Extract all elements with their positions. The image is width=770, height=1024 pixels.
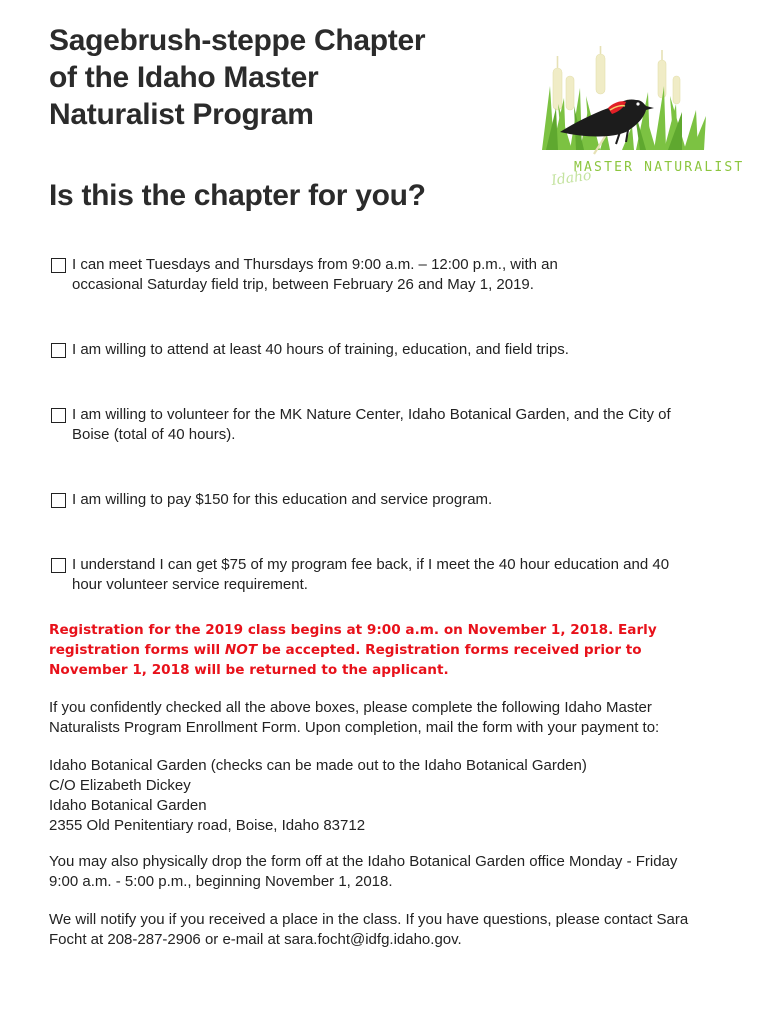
checklist-item-label: [72, 490, 711, 510]
paragraph-line: Focht at 208-287-2906 or e-mail at sara.focht@idfg.idaho.gov.: [49, 931, 462, 948]
logo-text-idaho: Idaho: [550, 167, 593, 189]
checklist-line: I am willing to volunteer for the MK Nature Center, Idaho Botanical Garden, and the City of: [72, 406, 671, 423]
checklist-item-fee: [51, 490, 711, 510]
checkbox-volunteer[interactable]: [51, 408, 66, 423]
checklist-item-schedule: [51, 255, 711, 295]
checklist-item-refund: [51, 555, 711, 595]
paragraph-line: If you confidently checked all the above boxes, please complete the following Idaho Master: [49, 699, 652, 716]
checklist-line: I am willing to attend at least 40 hours of training, education, and field trips.: [72, 341, 569, 358]
logo-text-master-naturalist: MASTER NATURALIST: [574, 160, 745, 175]
checklist-item-label: [72, 340, 711, 360]
checklist-line: I can meet Tuesdays and Thursdays from 9:00 a.m. – 12:00 p.m., with an: [72, 256, 558, 273]
section-heading: Is this the chapter for you?: [49, 179, 426, 212]
checkbox-schedule[interactable]: [51, 258, 66, 273]
paragraph-line: We will notify you if you received a place in the class. If you have questions, please contact Sara: [49, 911, 689, 928]
title-line: Sagebrush-steppe Chapter: [49, 24, 426, 57]
address-line: C/O Elizabeth Dickey: [49, 777, 191, 794]
checklist-item-volunteer: [51, 405, 711, 445]
checklist-line: occasional Saturday field trip, between February 26 and May 1, 2019.: [72, 276, 534, 293]
master-naturalist-logo: [536, 46, 745, 196]
contact-paragraph: [49, 910, 729, 950]
registration-notice: [49, 620, 719, 680]
page-title: [49, 22, 509, 133]
notice-emphasis: NOT: [224, 642, 258, 658]
instructions-paragraph: [49, 698, 729, 738]
checkbox-training-hours[interactable]: [51, 343, 66, 358]
title-line: Naturalist Program: [49, 98, 314, 131]
dropoff-paragraph: [49, 852, 729, 892]
red-winged-blackbird-cattails-icon: [536, 46, 745, 196]
notice-text: be accepted. Registration forms received prior to November 1, 2018 will be returned to the applicant.: [49, 642, 642, 678]
checklist-item-label: [72, 405, 711, 445]
address-line: 2355 Old Penitentiary road, Boise, Idaho 83712: [49, 817, 366, 834]
checklist-line: hour volunteer service requirement.: [72, 576, 308, 593]
checkbox-refund[interactable]: [51, 558, 66, 573]
checklist-line: I am willing to pay $150 for this education and service program.: [72, 491, 493, 508]
checklist-item-label: [72, 555, 711, 595]
address-line: Idaho Botanical Garden (checks can be made out to the Idaho Botanical Garden): [49, 757, 587, 774]
paragraph-line: You may also physically drop the form off at the Idaho Botanical Garden office Monday - Friday: [49, 853, 678, 870]
paragraph-line: 9:00 a.m. - 5:00 p.m., beginning November 1, 2018.: [49, 873, 393, 890]
address-line: Idaho Botanical Garden: [49, 797, 207, 814]
notice-text: Registration for the 2019 class begins at 9:00 a.m. on November 1, 2018. Early registration forms will: [49, 622, 657, 658]
checklist-line: Boise (total of 40 hours).: [72, 426, 236, 443]
paragraph-line: Naturalists Program Enrollment Form. Upon completion, mail the form with your payment to:: [49, 719, 660, 736]
checkbox-fee[interactable]: [51, 493, 66, 508]
mailing-address: [49, 756, 729, 836]
checklist-item-label: [72, 255, 711, 295]
title-line: of the Idaho Master: [49, 61, 319, 94]
checklist-item-training-hours: [51, 340, 711, 360]
checklist-line: I understand I can get $75 of my program fee back, if I meet the 40 hour education and 40: [72, 556, 670, 573]
